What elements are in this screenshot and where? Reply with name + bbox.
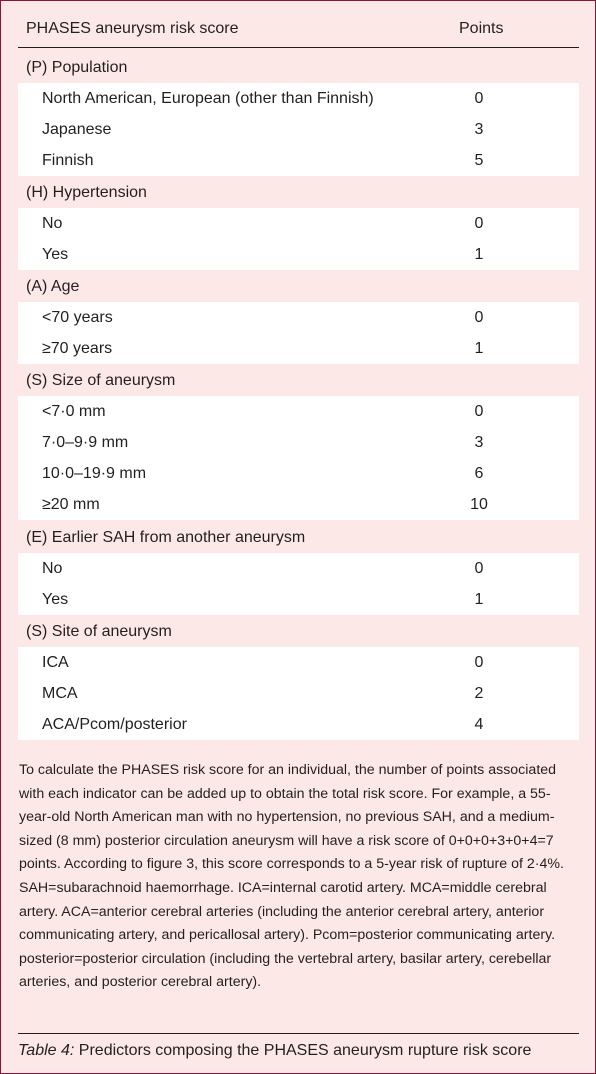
row-points: 0 [474, 654, 484, 671]
row-points: 1 [474, 591, 484, 608]
header-points-label: Points [459, 20, 504, 37]
row-label: 7·0–9·9 mm [42, 434, 129, 451]
table-row [18, 458, 579, 489]
row-points: 3 [474, 121, 484, 138]
table-row [18, 333, 579, 364]
row-points: 0 [474, 215, 484, 232]
section-title: (S) Site of aneurysm [26, 623, 172, 640]
row-label: Japanese [42, 121, 112, 138]
row-points: 6 [474, 465, 484, 482]
table-section [18, 366, 579, 520]
row-points: 0 [474, 403, 484, 420]
section-title: (E) Earlier SAH from another aneurysm [26, 529, 306, 546]
table-header [18, 15, 579, 48]
table-section [18, 53, 579, 176]
row-label: Yes [42, 591, 69, 608]
table-caption [18, 1033, 579, 1060]
table-row [18, 396, 579, 427]
table-row [18, 427, 579, 458]
section-body [18, 553, 579, 615]
table-row [18, 302, 579, 333]
row-label: <7·0 mm [42, 403, 106, 420]
table-footnote: To calculate the PHASES risk score for an individual, the number of points associated with each indicator can be added up to obtain the total risk score. For example, a 55-year-old North American man with no hypertension, no previous SAH, and a medium-sized (8 mm) posterior circulation aneurysm will have a risk score of 0+0+0+3+0+4=7 points. According to figure 3, this score corresponds to a 5-year risk of rupture of 2·4%. SAH=subarachnoid haemorrhage. ICA=internal carotid artery. MCA=middle cerebral artery. ACA=anterior cerebral arteries (including the anterior cerebral artery, anterior communicating artery, and pericallosal artery). Pcom=posterior communicating artery. posterior=posterior circulation (including the vertebral artery, basilar artery, cerebellar arteries, and posterior cerebral artery). [19, 762, 564, 991]
row-points: 2 [474, 685, 484, 702]
row-points: 10 [470, 496, 488, 513]
table-section [18, 272, 579, 364]
table-section [18, 523, 579, 615]
table-row [18, 208, 579, 239]
table-row [18, 584, 579, 615]
row-points: 0 [474, 560, 484, 577]
row-label: <70 years [42, 309, 113, 326]
section-body [18, 208, 579, 270]
section-title: (P) Population [26, 59, 128, 76]
row-points: 3 [474, 434, 484, 451]
table-row [18, 489, 579, 520]
table-row [18, 114, 579, 145]
row-label: Yes [42, 246, 69, 263]
row-points: 0 [474, 90, 484, 107]
section-body [18, 396, 579, 520]
table-row [18, 709, 579, 740]
table-section [18, 178, 579, 270]
row-label: ICA [42, 654, 69, 671]
table-row [18, 239, 579, 270]
row-label: ACA/Pcom/posterior [42, 716, 187, 733]
caption-text: Predictors composing the PHASES aneurysm rupture risk score [74, 1042, 532, 1059]
row-points: 1 [474, 340, 484, 357]
row-label: 10·0–19·9 mm [42, 465, 147, 482]
table-row [18, 145, 579, 176]
row-points: 1 [474, 246, 484, 263]
row-label: No [42, 215, 63, 232]
row-label: ≥20 mm [42, 496, 100, 513]
row-label: No [42, 560, 63, 577]
section-body [18, 302, 579, 364]
section-body [18, 647, 579, 740]
header-score-label: PHASES aneurysm risk score [26, 20, 239, 37]
caption-label: Table 4: [18, 1042, 75, 1059]
table-row [18, 553, 579, 584]
section-title: (S) Size of aneurysm [26, 372, 176, 389]
table-row [18, 678, 579, 709]
section-title: (A) Age [26, 278, 80, 295]
row-label: Finnish [42, 152, 94, 169]
section-title: (H) Hypertension [26, 184, 147, 201]
table-row [18, 83, 579, 114]
row-points: 0 [474, 309, 484, 326]
row-points: 5 [474, 152, 484, 169]
row-points: 4 [474, 716, 484, 733]
row-label: MCA [42, 685, 78, 702]
table-section [18, 617, 579, 740]
row-label: ≥70 years [42, 340, 113, 357]
row-label: North American, European (other than Finnish) [42, 90, 374, 107]
table-row [18, 647, 579, 678]
section-body [18, 83, 579, 176]
